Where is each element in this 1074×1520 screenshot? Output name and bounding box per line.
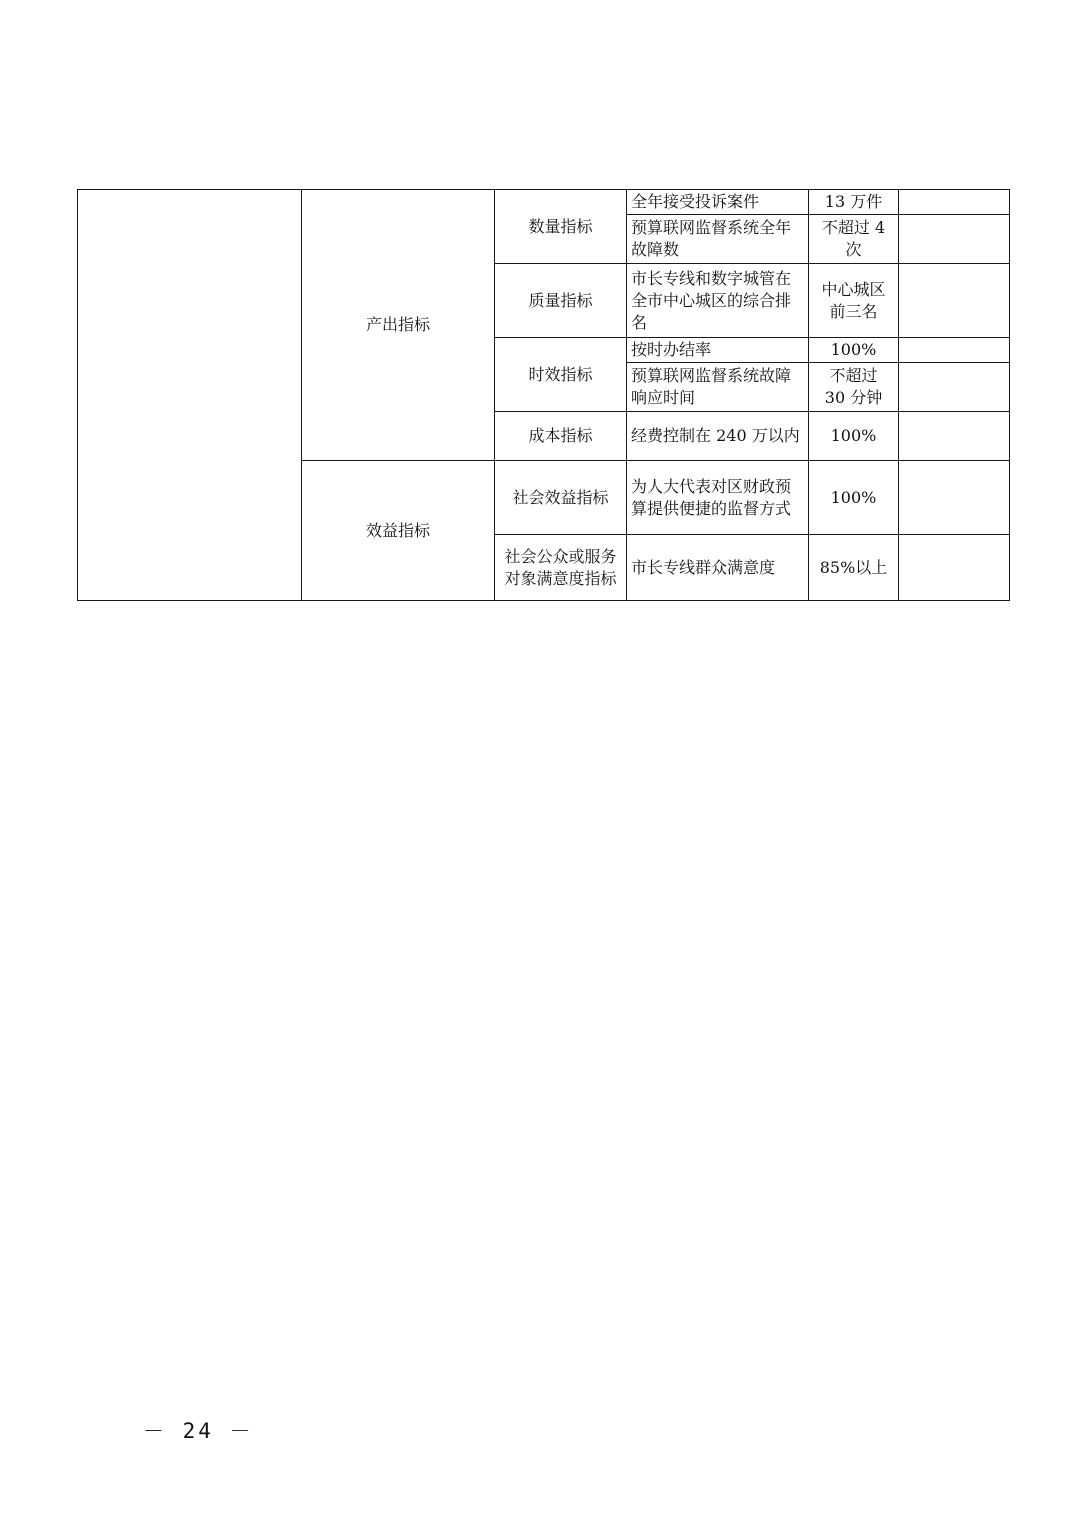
note-cell xyxy=(899,264,1010,338)
level2-quality-cell: 质量指标 xyxy=(495,264,627,338)
target-value-cell: 100% xyxy=(809,461,899,535)
note-cell xyxy=(899,412,1010,461)
blank-category-cell xyxy=(78,190,302,601)
level1-benefit-cell: 效益指标 xyxy=(302,461,495,601)
indicator-cell: 经费控制在 240 万以内 xyxy=(627,412,809,461)
indicator-cell: 预算联网监督系统全年故障数 xyxy=(627,215,809,264)
target-value-cell: 13 万件 xyxy=(809,190,899,215)
level2-satisfaction-cell: 社会公众或服务对象满意度指标 xyxy=(495,535,627,601)
level2-timeliness-cell: 时效指标 xyxy=(495,338,627,412)
note-cell xyxy=(899,363,1010,412)
page-number: － 24 － xyxy=(143,1419,254,1443)
indicator-cell: 市长专线群众满意度 xyxy=(627,535,809,601)
note-cell xyxy=(899,535,1010,601)
indicator-cell: 按时办结率 xyxy=(627,338,809,363)
performance-indicator-table xyxy=(77,189,1010,601)
note-cell xyxy=(899,461,1010,535)
target-value-cell: 85%以上 xyxy=(809,535,899,601)
level1-output-cell: 产出指标 xyxy=(302,190,495,461)
note-cell xyxy=(899,190,1010,215)
target-value-cell: 100% xyxy=(809,412,899,461)
indicator-cell: 为人大代表对区财政预算提供便捷的监督方式 xyxy=(627,461,809,535)
note-cell xyxy=(899,215,1010,264)
target-value-cell: 不超过 4 次 xyxy=(809,215,899,264)
note-cell xyxy=(899,338,1010,363)
level2-cost-cell: 成本指标 xyxy=(495,412,627,461)
indicator-cell: 市长专线和数字城管在全市中心城区的综合排名 xyxy=(627,264,809,338)
level2-social-benefit-cell: 社会效益指标 xyxy=(495,461,627,535)
level2-quantity-cell: 数量指标 xyxy=(495,190,627,264)
table-row xyxy=(78,190,1010,215)
target-value-cell: 中心城区 前三名 xyxy=(809,264,899,338)
target-value-cell: 100% xyxy=(809,338,899,363)
indicator-cell: 全年接受投诉案件 xyxy=(627,190,809,215)
indicator-cell: 预算联网监督系统故障响应时间 xyxy=(627,363,809,412)
target-value-cell: 不超过 30 分钟 xyxy=(809,363,899,412)
